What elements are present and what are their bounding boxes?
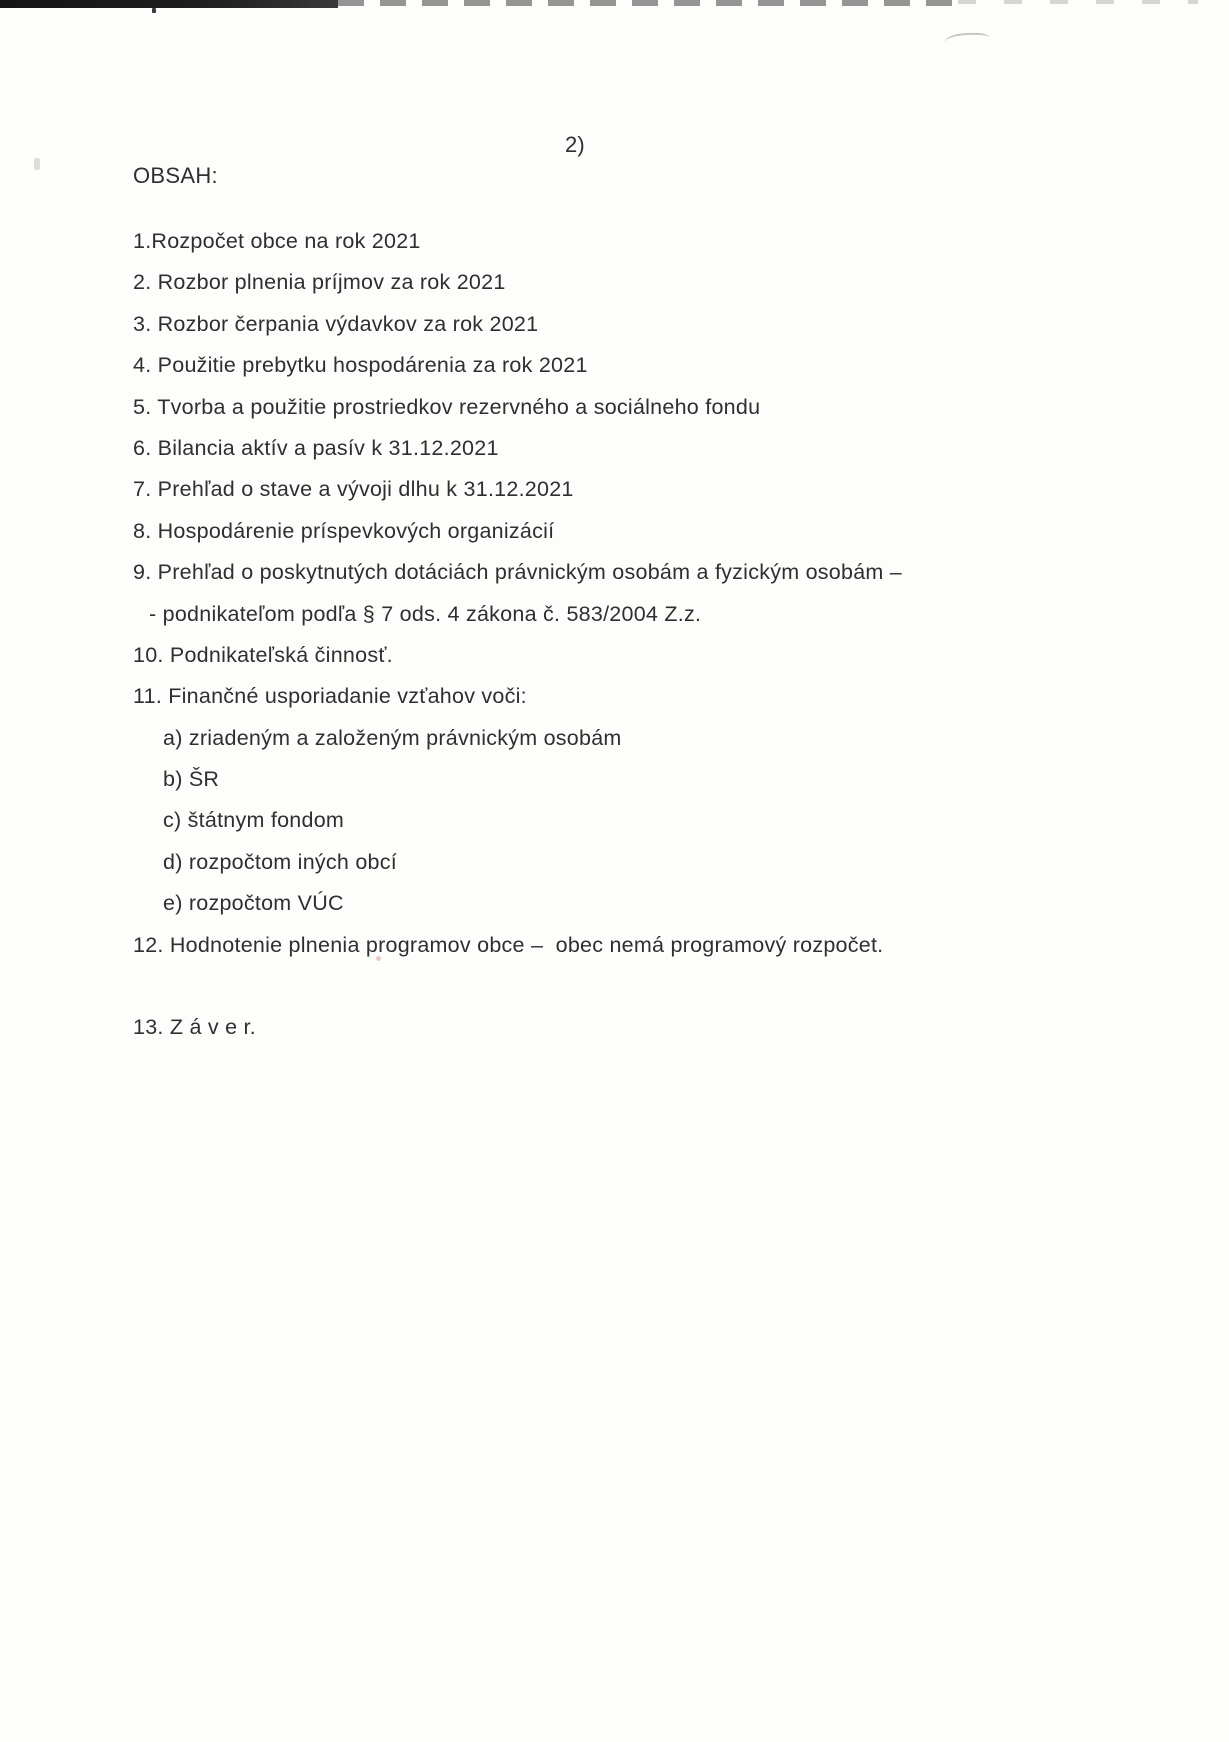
toc-line-11: 11. Finančné usporiadanie vzťahov voči: xyxy=(133,684,527,709)
table-of-contents xyxy=(133,221,1133,1049)
toc-line-9: 9. Prehľad o poskytnutých dotáciách právnickým osobám a fyzickým osobám – xyxy=(133,560,903,585)
toc-line-9-continuation: - podnikateľom podľa § 7 ods. 4 zákona č. 583/2004 Z.z. xyxy=(149,601,702,626)
scan-artifact-speck xyxy=(34,158,40,170)
toc-line-11a: a) zriadeným a založeným právnickým osobám xyxy=(163,725,622,750)
toc-line-8: 8. Hospodárenie príspevkových organizácií xyxy=(133,518,555,543)
toc-line-12: 12. Hodnotenie plnenia programov obce – obec nemá programový rozpočet. xyxy=(133,932,884,957)
toc-line-6: 6. Bilancia aktív a pasív k 31.12.2021 xyxy=(133,435,499,460)
toc-line-1: 1.Rozpočet obce na rok 2021 xyxy=(133,229,421,253)
toc-line-5: 5. Tvorba a použitie prostriedkov rezervného a sociálneho fondu xyxy=(133,394,761,419)
toc-line-11b: b) ŠR xyxy=(163,767,220,792)
toc-line-11e: e) rozpočtom VÚC xyxy=(163,891,344,916)
scan-artifact-top-strip xyxy=(0,0,338,8)
toc-line-13: 13. Z á v e r. xyxy=(133,1015,256,1040)
toc-line-11c: c) štátnym fondom xyxy=(163,808,345,833)
scan-artifact-top-dashes xyxy=(338,0,958,6)
scan-artifact-dot xyxy=(152,8,156,13)
document-heading: OBSAH: xyxy=(133,163,218,188)
toc-line-10: 10. Podnikateľská činnosť. xyxy=(133,642,393,667)
scan-artifact-top-faint-dashes xyxy=(958,0,1198,4)
toc-line-7: 7. Prehľad o stave a vývoji dlhu k 31.12.2021 xyxy=(133,477,574,502)
toc-line-4: 4. Použitie prebytku hospodárenia za rok 2021 xyxy=(133,353,588,378)
scan-artifact-squiggle xyxy=(944,32,990,43)
toc-line-3: 3. Rozbor čerpania výdavkov za rok 2021 xyxy=(133,311,539,336)
toc-line-2: 2. Rozbor plnenia príjmov za rok 2021 xyxy=(133,270,506,295)
page-number: 2) xyxy=(565,132,585,157)
toc-line-11d: d) rozpočtom iných obcí xyxy=(163,849,397,874)
